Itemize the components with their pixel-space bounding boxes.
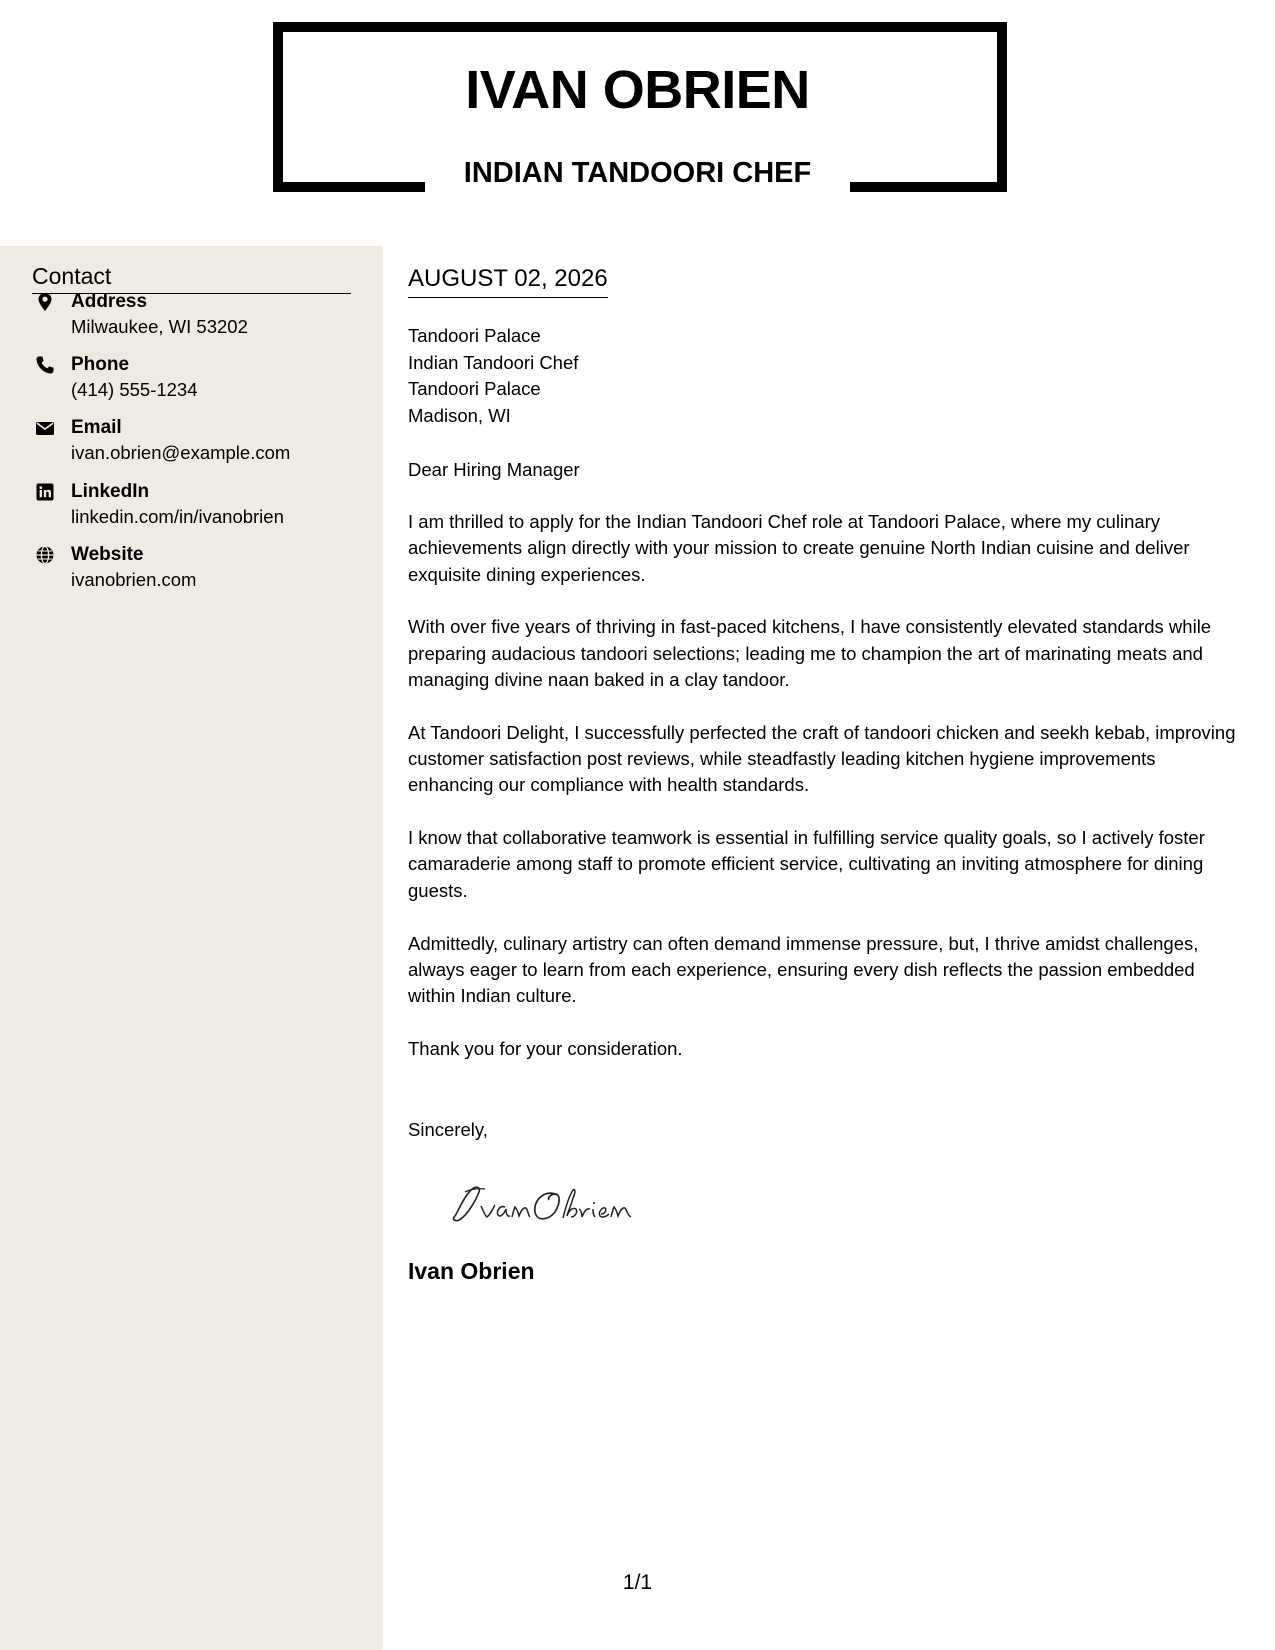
signer-name: Ivan Obrien <box>408 1258 535 1284</box>
letter-date: AUGUST 02, 2026 <box>408 264 608 298</box>
contact-item-address <box>32 290 372 346</box>
contact-value: (414) 555-1234 <box>71 379 198 400</box>
paragraph: With over five years of thriving in fast-paced kitchens, I have consistently elevated standards while preparing audacious tandoori selections; leading me to champion the art of marinating meats and managing divine naan baked in a clay tandoor. <box>408 616 1212 690</box>
contact-label: Phone <box>71 354 130 375</box>
linkedin-icon <box>35 482 55 502</box>
letter-header <box>0 0 1275 246</box>
envelope-icon <box>35 418 55 438</box>
contact-label: Website <box>71 544 144 565</box>
paragraph: Thank you for your consideration. <box>408 1037 683 1059</box>
applicant-name: IVAN OBRIEN <box>465 60 810 120</box>
recipient-line: Tandoori Palace <box>408 325 541 346</box>
map-pin-icon <box>35 292 55 312</box>
page-number: 1/1 <box>622 1571 653 1594</box>
paragraph: I am thrilled to apply for the Indian Tandoori Chef role at Tandoori Palace, where my culinary achievements align directly with your mission to create genuine North Indian cuisine and deliver exquisite dining experiences. <box>408 511 1190 585</box>
contact-sidebar <box>0 246 383 1650</box>
contact-value: Milwaukee, WI 53202 <box>71 316 248 337</box>
job-title: INDIAN TANDOORI CHEF <box>463 157 812 189</box>
contact-value: linkedin.com/in/ivanobrien <box>71 506 284 527</box>
closing: Sincerely, <box>408 1119 488 1140</box>
contact-heading: Contact <box>32 262 351 294</box>
recipient-line: Tandoori Palace <box>408 378 541 399</box>
contact-item-website <box>32 543 372 599</box>
recipient-line: Indian Tandoori Chef <box>408 351 579 373</box>
contact-value: ivanobrien.com <box>71 569 197 590</box>
phone-icon <box>35 355 55 375</box>
contact-label: Email <box>71 417 122 438</box>
contact-label: LinkedIn <box>71 481 150 502</box>
paragraph: Admittedly, culinary artistry can often demand immense pressure, but, I thrive amidst challenges, always eager to learn from each experience, ensuring every dish reflects the passion embedded within Indian culture. <box>408 932 1199 1007</box>
handwritten-signature <box>445 1176 645 1232</box>
paragraph: I know that collaborative teamwork is essential in fulfilling service quality goals, so I actively foster camaraderie among staff to promote efficient service, cultivating an inviting atmosphere for dining guests. <box>408 827 1205 901</box>
contact-item-email <box>32 416 372 472</box>
paragraph: At Tandoori Delight, I successfully perfected the craft of tandoori chicken and seekh kebab, improving customer satisfaction post reviews, while steadfastly leading kitchen hygiene improvements enhancing our compliance with health standards. <box>408 721 1236 796</box>
contact-item-phone <box>32 353 372 409</box>
globe-icon <box>35 545 55 565</box>
contact-label: Address <box>71 291 148 312</box>
contact-value: ivan.obrien@example.com <box>71 442 291 463</box>
letter-paragraphs <box>408 509 1238 1089</box>
recipient-line: Madison, WI <box>408 404 511 426</box>
contact-item-linkedin <box>32 480 372 536</box>
salutation: Dear Hiring Manager <box>408 459 580 480</box>
recipient-block <box>408 323 578 429</box>
